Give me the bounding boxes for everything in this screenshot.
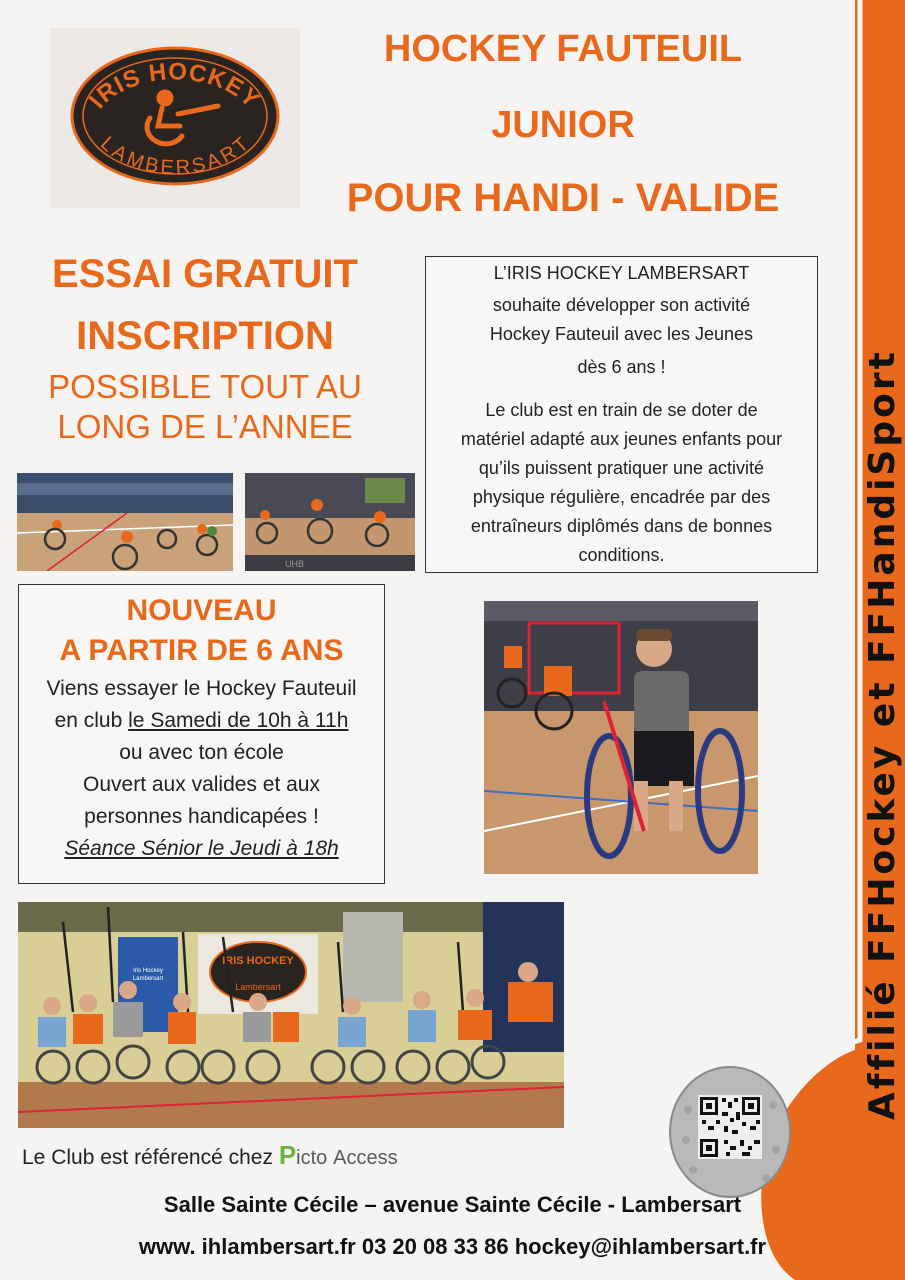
info-line-1: L’IRIS HOCKEY LAMBERSART — [493, 263, 750, 283]
inscription-heading: INSCRIPTION — [76, 314, 334, 358]
nouveau-line-2-prefix: en club — [54, 709, 129, 732]
picto-brand-access: Access — [333, 1147, 398, 1169]
contact-line: www. ihlambersart.fr 03 20 08 33 86 hockey@ihlambersart.fr — [138, 1234, 767, 1259]
picto-access-line — [22, 1140, 398, 1171]
possible-line: POSSIBLE TOUT AU — [48, 368, 362, 405]
nouveau-title: NOUVEAU — [126, 594, 277, 627]
samedi-schedule: le Samedi de 10h à 11h — [128, 709, 349, 732]
info-para2-line-2: matériel adapté aux jeunes enfants pour — [460, 429, 783, 449]
club-logo — [50, 28, 300, 208]
banner-text-2: Lambersart — [235, 982, 281, 992]
photo-gym-1 — [17, 473, 233, 571]
banner-text-1: IRIS HOCKEY — [222, 955, 294, 967]
title-line-3: POUR HANDI - VALIDE — [346, 176, 780, 220]
logo-text-bottom: LAMBERSART — [96, 132, 254, 180]
photo-wall-text: UHB — [285, 559, 305, 569]
senior-schedule: Séance Sénior le Jeudi à 18h — [64, 837, 339, 860]
flag-text-1: Iris Hockey — [133, 968, 163, 974]
age-title: A PARTIR DE 6 ANS — [59, 634, 344, 667]
nouveau-line-1: Viens essayer le Hockey Fauteuil — [46, 677, 357, 700]
title-line-1: HOCKEY FAUTEUIL — [383, 28, 743, 70]
nouveau-line-4: Ouvert aux valides et aux — [83, 773, 320, 796]
info-line-3: Hockey Fauteuil avec les Jeunes — [489, 324, 754, 344]
picto-logo-p: P — [278, 1140, 297, 1170]
side-banner-text: Affilié FFHockey et FFHandiSport — [862, 349, 903, 1120]
title-line-2: JUNIOR — [491, 104, 635, 146]
nouveau-box — [18, 584, 385, 884]
flag-text-2: Lambersart — [132, 976, 164, 982]
info-para2-line-5: entraîneurs diplômés dans de bonnes — [470, 516, 773, 536]
info-para2-line-3: qu’ils puissent pratiquer une activité — [478, 458, 765, 478]
logo-text-top: IRIS HOCKEY — [83, 58, 266, 114]
picto-brand-rest: icto — [296, 1147, 328, 1169]
info-para2-line-1: Le club est en train de se doter de — [485, 400, 758, 420]
nouveau-line-3: ou avec ton école — [119, 741, 284, 764]
photo-team-group — [18, 902, 564, 1128]
annee-line: LONG DE L’ANNEE — [57, 408, 353, 445]
club-info-box — [425, 256, 818, 573]
picto-prefix: Le Club est référencé chez — [22, 1146, 279, 1169]
info-line-2: souhaite développer son activité — [492, 295, 751, 315]
info-para2-line-6: conditions. — [578, 545, 665, 565]
nouveau-line-5: personnes handicapées ! — [84, 805, 319, 828]
nouveau-line-2 — [19, 705, 384, 737]
photo-wheelchair-player — [484, 601, 758, 874]
address-line: Salle Sainte Cécile – avenue Sainte Cécile - Lambersart — [163, 1192, 742, 1217]
info-line-4: dès 6 ans ! — [577, 357, 666, 377]
qr-code-golf-ball[interactable] — [668, 1060, 798, 1200]
essai-gratuit-heading: ESSAI GRATUIT — [52, 252, 358, 296]
info-para2-line-4: physique régulière, encadrée par des — [472, 487, 771, 507]
photo-gym-2 — [245, 473, 415, 571]
